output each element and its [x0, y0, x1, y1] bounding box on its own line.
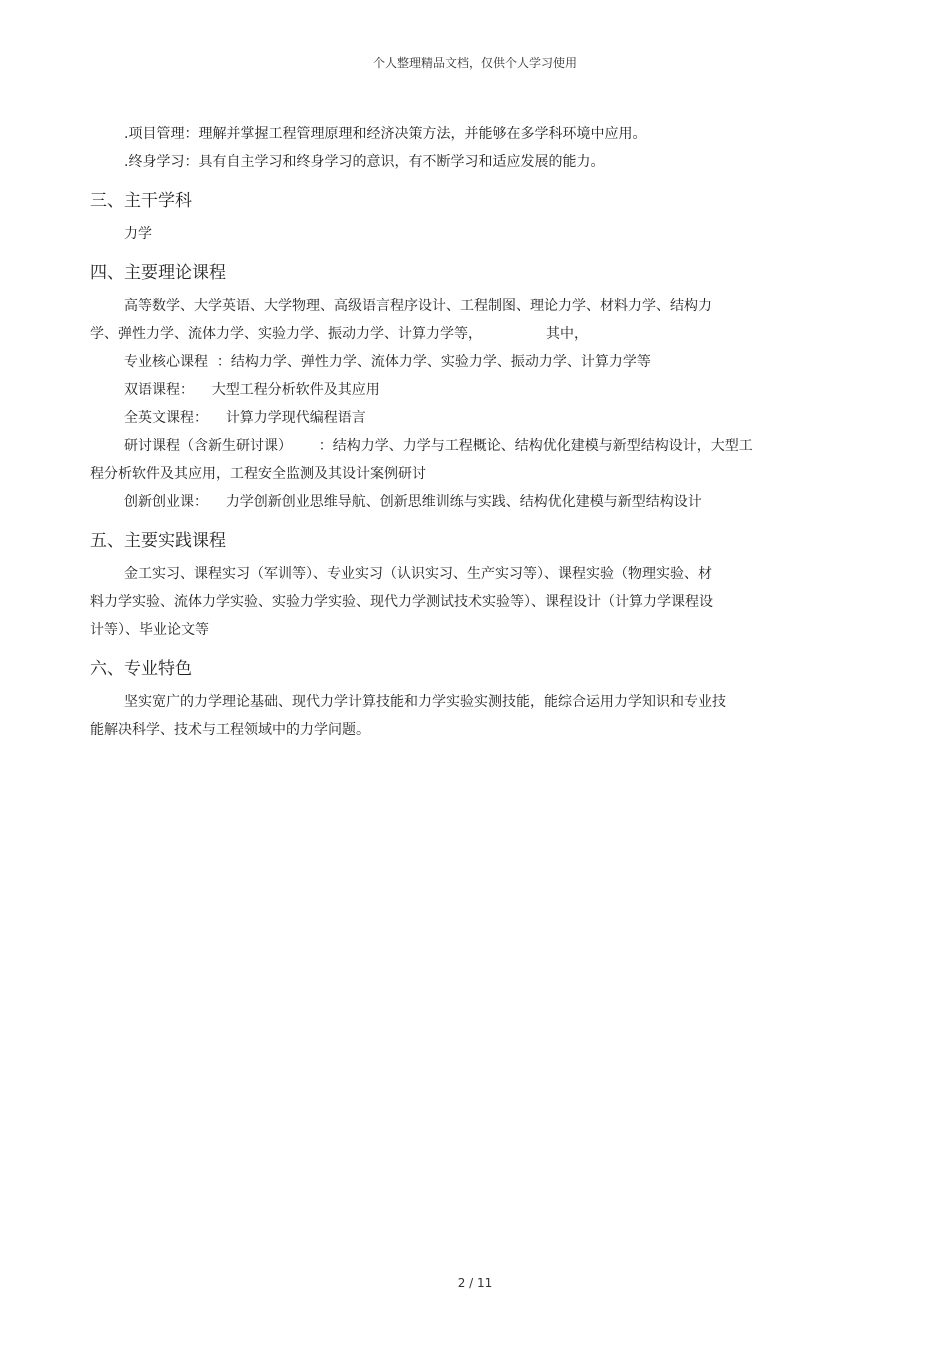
seminar-courses — [124, 432, 795, 460]
bilingual-courses — [124, 376, 795, 404]
features-line-2: 能解决科学、技术与工程领域中的力学问题。 — [90, 722, 370, 738]
practice-courses-line-3: 计等）、毕业论文等 — [90, 622, 209, 638]
theory-courses-line-2-text: 学、弹性力学、流体力学、实验力学、振动力学、计算力学等， — [90, 326, 482, 342]
innovation-courses-label: 创新创业课： — [124, 494, 208, 510]
seminar-courses-text: ：结构力学、力学与工程概论、结构优化建模与新型结构设计，大型工 — [318, 438, 753, 454]
section-title-features: 六、专业特色 — [90, 659, 192, 679]
features-line-1: 坚实宽广的力学理论基础、现代力学计算技能和力学实验实测技能，能综合运用力学知识和专业技 — [124, 694, 726, 710]
innovation-courses-text: 力学创新创业思维导航、创新思维训练与实践、结构优化建模与新型结构设计 — [225, 494, 702, 510]
section-title-theory-courses: 四、主要理论课程 — [90, 263, 226, 283]
intro-lifelong-learning: .终身学习：具有自主学习和终身学习的意识，有不断学习和适应发展的能力。 — [124, 154, 605, 170]
seminar-courses-label: 研讨课程（含新生研讨课） — [124, 438, 292, 454]
core-courses — [124, 348, 795, 376]
core-courses-text: ：结构力学、弹性力学、流体力学、实验力学、振动力学、计算力学等 — [216, 354, 651, 370]
page-number: 2 / 11 — [457, 1276, 493, 1290]
english-courses-label: 全英文课程： — [124, 410, 208, 426]
bilingual-courses-text: 大型工程分析软件及其应用 — [211, 382, 380, 398]
english-courses — [124, 404, 795, 432]
practice-courses-line-1: 金工实习、课程实习（军训等）、专业实习（认识实习、生产实习等）、课程实验（物理实验、材 — [124, 566, 712, 582]
main-discipline-text: 力学 — [124, 226, 152, 242]
page-header: 个人整理精品文档，仅供个人学习使用 — [372, 56, 577, 70]
english-courses-text: 计算力学现代编程语言 — [225, 410, 366, 426]
innovation-courses — [124, 488, 795, 516]
section-title-practice-courses: 五、主要实践课程 — [90, 531, 226, 551]
intro-project-management: .项目管理：理解并掌握工程管理原理和经济决策方法，并能够在多学科环境中应用。 — [124, 126, 647, 142]
document-body — [90, 120, 795, 744]
theory-courses-line-1: 高等数学、大学英语、大学物理、高级语言程序设计、工程制图、理论力学、材料力学、结构力 — [124, 298, 712, 314]
seminar-courses-line-2: 程分析软件及其应用，工程安全监测及其设计案例研讨 — [90, 466, 426, 482]
bilingual-courses-label: 双语课程： — [124, 382, 194, 398]
theory-courses-among: 其中， — [546, 326, 588, 342]
theory-courses-line-2 — [90, 320, 795, 348]
practice-courses-line-2: 料力学实验、流体力学实验、实验力学实验、现代力学测试技术实验等）、课程设计（计算力学课程设 — [90, 594, 713, 610]
section-title-main-discipline: 三、主干学科 — [90, 191, 192, 211]
core-courses-label: 专业核心课程 — [124, 354, 208, 370]
